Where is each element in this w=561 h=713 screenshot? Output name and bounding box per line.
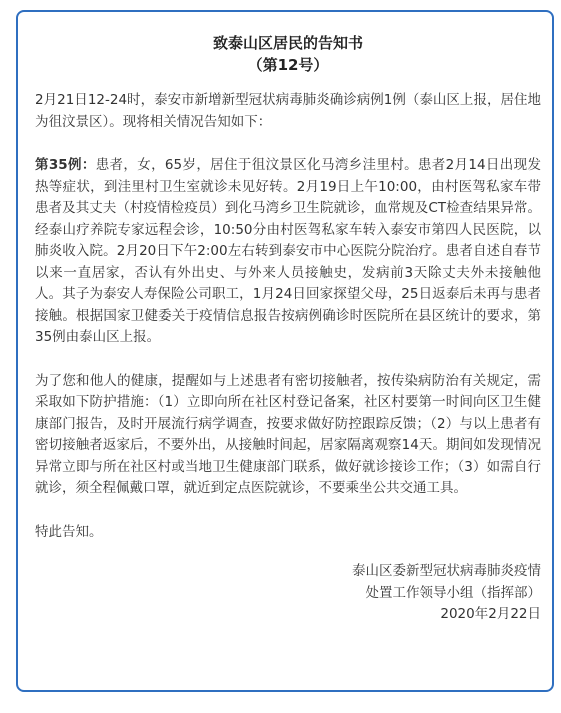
case-details: 患者，女，65岁，居住于徂汶景区化马湾乡洼里村。患者2月14日出现发热等症状，到洼里村卫生室就诊未见好转。2月19日上午10:00，由村医驾私家车带患者及其丈夫（村疫情检疫员）到化马湾乡卫生院就诊，血常规及CT检查结果异常。经泰山疗养院专家远程会诊，10:50分由村医驾私家车转入泰安市第四人民医院，以肺炎收入院。2月20日下午2:00左右转到泰安市中心医院分院治疗。患者自述自春节以来一直居家，否认有外出史、与外来人员接触史，发病前3天除丈夫外未接触他人。其子为泰安人寿保险公司职工，1月24日回家探望父母，25日返泰后未再与患者接触。根据国家卫健委关于疫情信息报告按病例确诊时医院所在县区统计的要求，第35例由泰山区上报。 bbox=[35, 157, 541, 345]
signature-block bbox=[35, 561, 541, 626]
signature-org-line1: 泰山区委新型冠状病毒肺炎疫情 bbox=[352, 563, 541, 579]
case-paragraph bbox=[35, 155, 541, 349]
closing-text: 特此告知。 bbox=[35, 523, 103, 540]
intro-paragraph: 2月21日12-24时，泰安市新增新型冠状病毒肺炎确诊病例1例（泰山区上报，居住地为徂汶景区）。现将相关情况告知如下： bbox=[35, 92, 541, 130]
notice-frame bbox=[16, 10, 554, 692]
notice-title: 致泰山区居民的告知书 bbox=[212, 34, 363, 52]
case-label: 第35例： bbox=[35, 157, 96, 173]
signature-org-line2: 处置工作领导小组（指挥部） bbox=[365, 584, 541, 601]
notice-content bbox=[35, 32, 541, 626]
signature-date: 2020年2月22日 bbox=[440, 606, 541, 622]
advice-paragraph: 为了您和他人的健康，提醒如与上述患者有密切接触者，按传染病防治有关规定，需采取如下防护措施：（1）立即向所在社区村登记备案，社区村要第一时间向区卫生健康部门报告，及时开展流行病学调查，按要求做好防控跟踪反馈；（2）与以上患者有密切接触者返家后，不要外出，从接触时间起，居家隔离观察14天。期间如发现情况异常立即与所在社区村或当地卫生健康部门联系，做好就诊接诊工作；（3）如需自行就诊，须全程佩戴口罩，就近到定点医院就诊，不要乘坐公共交通工具。 bbox=[35, 372, 541, 496]
notice-number: （第12号） bbox=[247, 56, 329, 74]
